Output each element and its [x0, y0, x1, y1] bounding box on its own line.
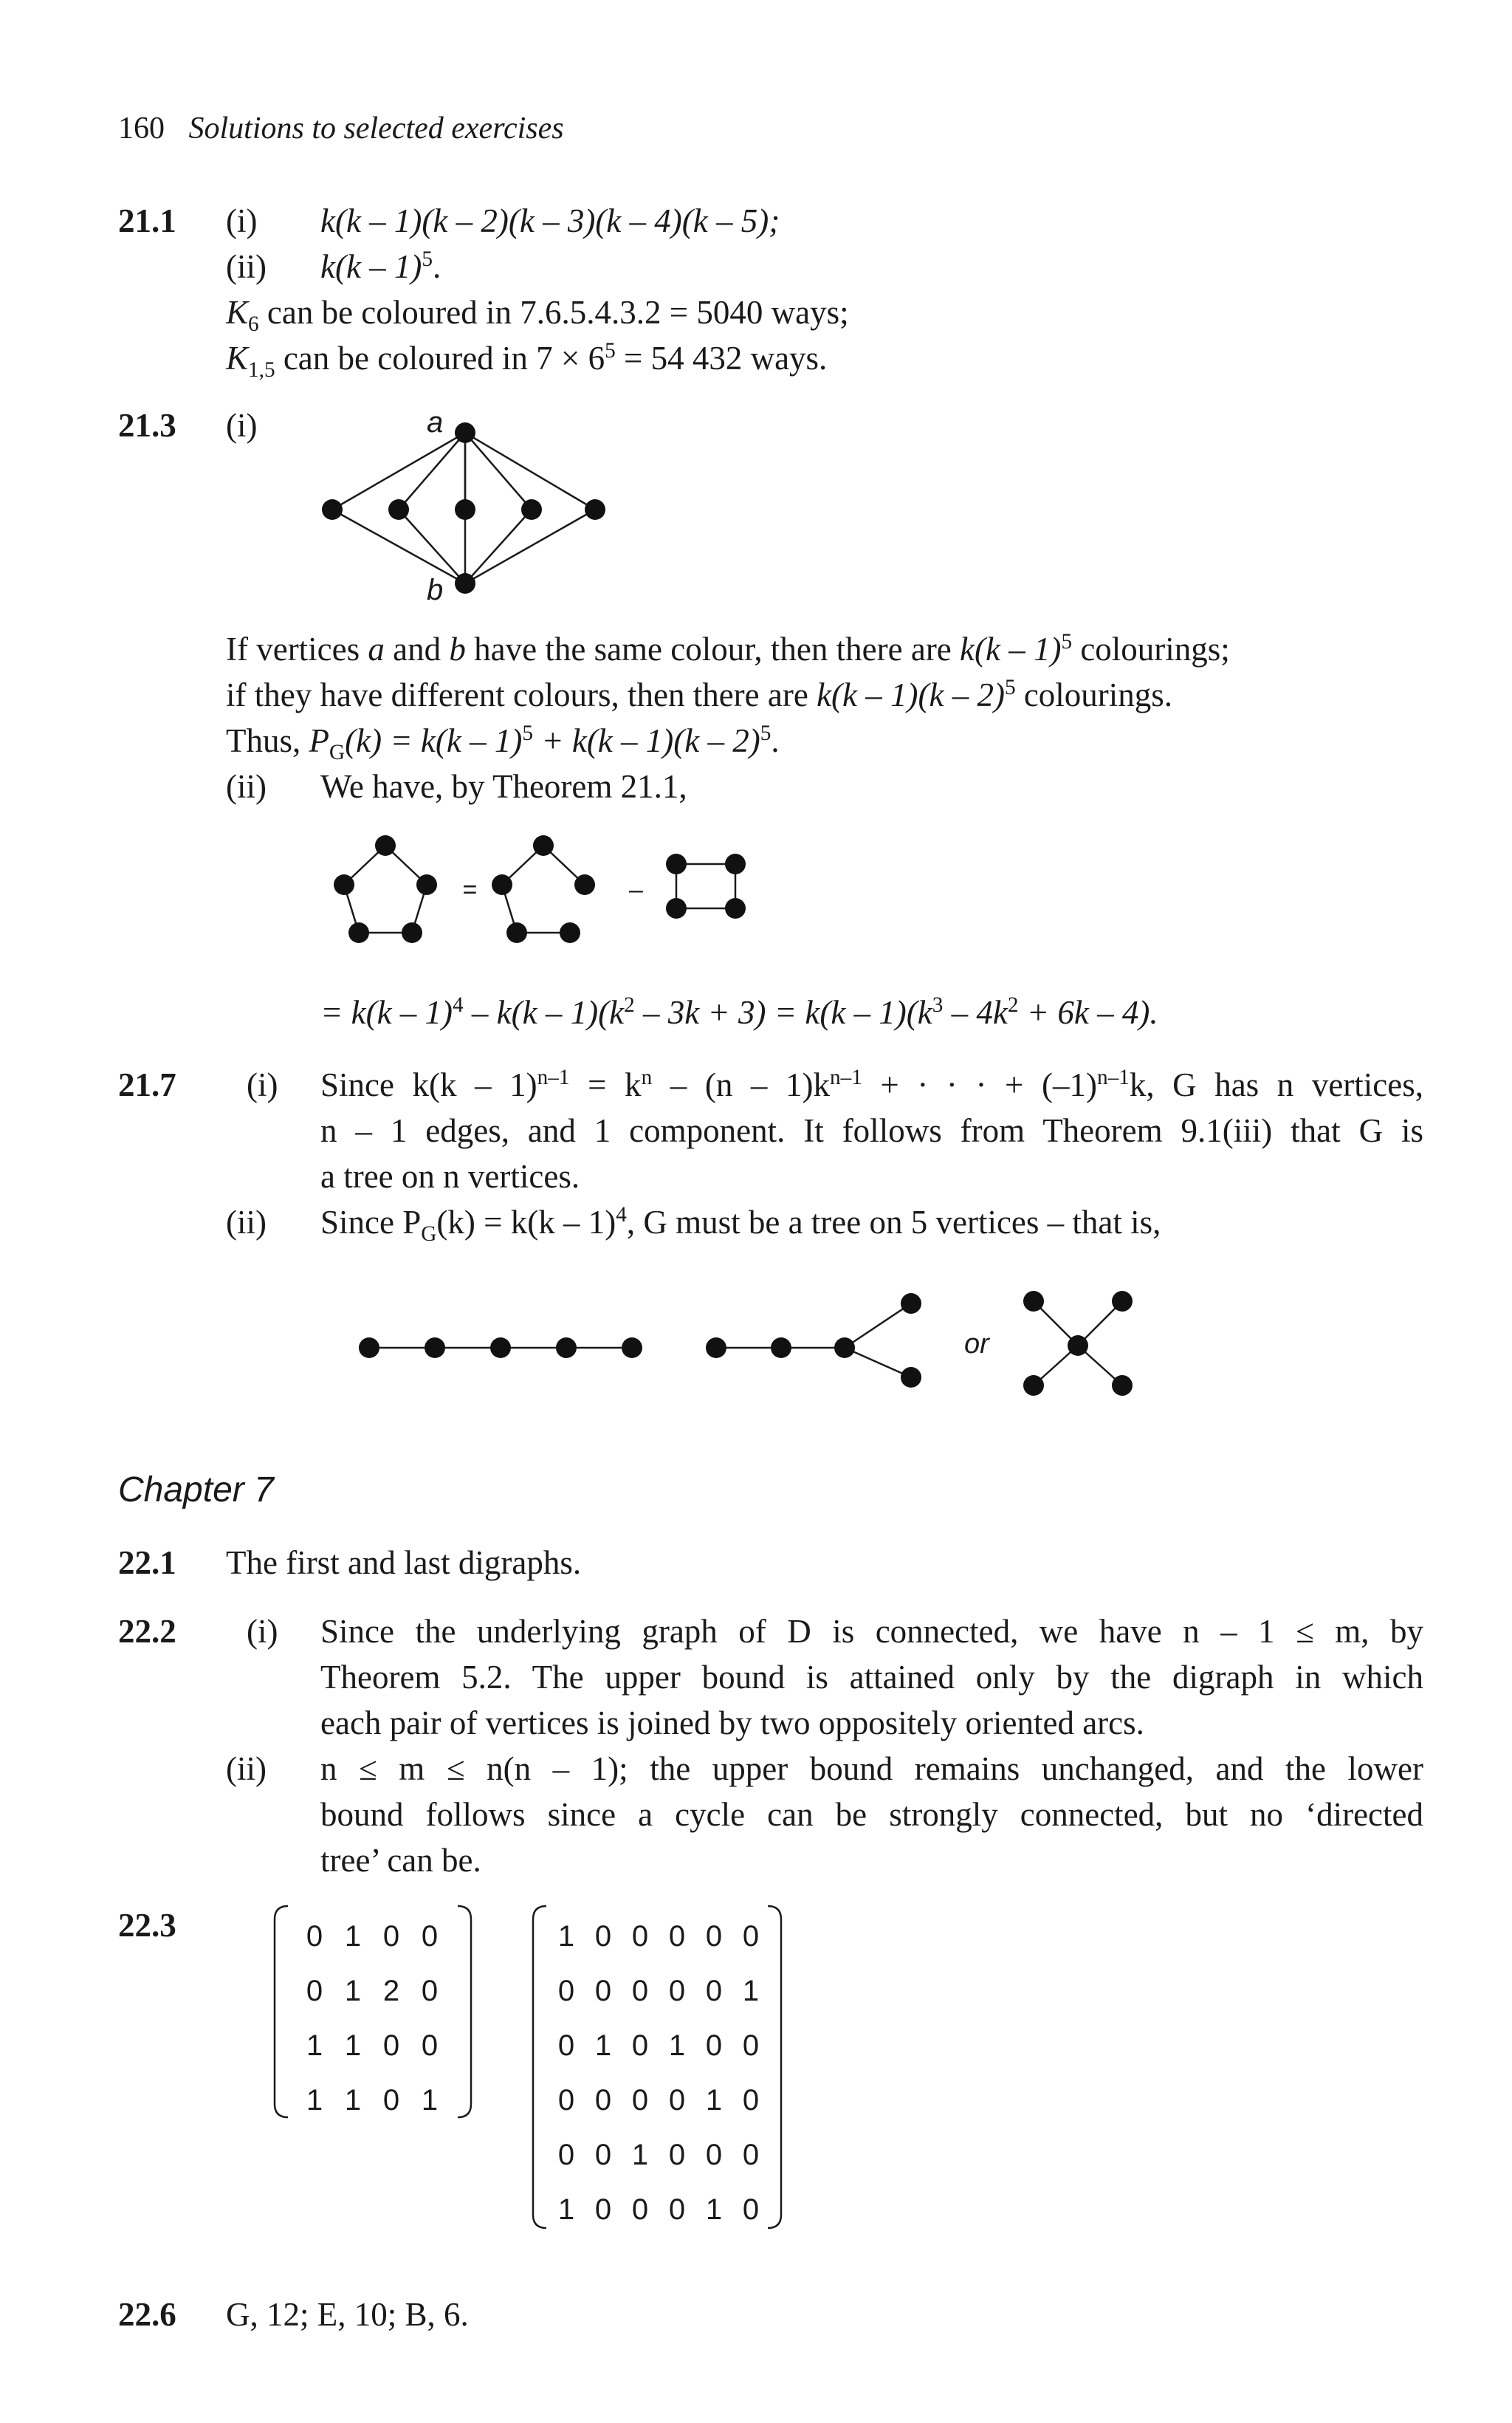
matrix-cell: 1 — [344, 1975, 362, 2007]
matrix-2 — [548, 1909, 769, 2237]
matrix-cell: 0 — [382, 1920, 400, 1953]
matrix-cell: 0 — [594, 2193, 612, 2226]
matrix-cell: 0 — [631, 2193, 649, 2226]
answer-text: $K_6$ can be coloured in 7.6.5.4.3.2 = 5040 ways; — [226, 294, 849, 336]
matrix-row — [548, 2073, 769, 2128]
answer-text: k(k – 1)$^5$. — [320, 247, 441, 285]
matrix-cell: 1 — [344, 1920, 362, 1953]
part-label: (i) — [226, 202, 258, 239]
answer-text: Since $k(k - 1)^{n-1} = k^n - (n - 1)k^{n-1}$ + · · · + $(-1)^{n-1}k$, G has n vertices, — [320, 1066, 1423, 1103]
part-label: (ii) — [226, 1204, 267, 1241]
matrix-cell: 1 — [306, 2029, 323, 2062]
matrix-cell: 0 — [742, 1920, 760, 1953]
matrix-row — [548, 1909, 769, 1964]
answer-text: Since $P_G(k) = k(k - 1)^4$, G must be a tree on 5 vertices – that is, — [320, 1203, 1161, 1246]
answer-text: $K_{1,5}$ can be coloured in $7 \times 6^5 = 54$ 432 ways. — [226, 339, 828, 382]
matrix-cell: 0 — [668, 2084, 686, 2117]
matrix-cell: 0 — [631, 2084, 649, 2117]
matrix-cell: 0 — [631, 1975, 649, 2007]
part-label: (i) — [247, 1066, 278, 1103]
matrix-row — [548, 2128, 769, 2182]
matrix-cell: 0 — [557, 2029, 575, 2062]
matrix-cell: 0 — [557, 2084, 575, 2117]
matrix-cell: 1 — [594, 2029, 612, 2062]
answer-text: tree’ can be. — [320, 1842, 481, 1879]
matrix-1 — [295, 1909, 449, 2128]
matrix-cell: 0 — [306, 1975, 323, 2007]
matrix-cell: 0 — [668, 2139, 686, 2171]
exercise-number: 21.1 — [118, 202, 176, 239]
matrix-cell: 0 — [594, 2084, 612, 2117]
matrix-cell: 0 — [421, 2029, 439, 2062]
matrix-cell: 0 — [742, 2139, 760, 2171]
matrix-cell: 0 — [594, 1920, 612, 1953]
answer-text: = $k(k - 1)^4 - k(k - 1)(k^2 - 3k + 3) = k(k - 1)(k^3 - 4k^2 + 6k - 4)$. — [320, 993, 1158, 1031]
answer-text: n ≤ m ≤ n(n – 1); the upper bound remains unchanged, and the lower — [320, 1750, 1423, 1787]
matrix-cell: 0 — [705, 2139, 723, 2171]
matrix-cell: 0 — [421, 1920, 439, 1953]
exercise-number: 22.6 — [118, 2296, 176, 2333]
answer-text: n – 1 edges, and 1 component. It follows from Theorem 9.1(iii) that G is — [320, 1112, 1423, 1149]
answer-text: Thus, $P_G(k) = k(k - 1)^5 + k(k - 1)(k - 2)^5$. — [226, 722, 780, 764]
matrix-cell: 1 — [306, 2084, 323, 2117]
matrix-cell: 0 — [668, 1920, 686, 1953]
answer-text: a tree on n vertices. — [320, 1158, 580, 1195]
matrix-cell: 0 — [382, 2029, 400, 2062]
matrix-cell: 0 — [742, 2193, 760, 2226]
running-title: Solutions to selected exercises — [188, 112, 564, 145]
matrix-cell: 0 — [668, 1975, 686, 2007]
matrix-cell: 1 — [557, 2193, 575, 2226]
matrix-cell: 0 — [594, 2139, 612, 2171]
matrix-cell: 0 — [705, 1920, 723, 1953]
matrix-cell: 1 — [344, 2029, 362, 2062]
answer-text: If vertices a and b have the same colour, then there are k(k – 1)$^5$ colourings; — [226, 630, 1230, 668]
vertex-label-b: b — [427, 574, 444, 606]
matrix-cell: 0 — [557, 2139, 575, 2171]
matrix-cell: 0 — [594, 1975, 612, 2007]
vertex-label-a: a — [427, 406, 444, 439]
matrix-cell: 0 — [705, 2029, 723, 2062]
part-label: (i) — [226, 407, 258, 444]
part-label: (i) — [247, 1613, 278, 1650]
exercise-number: 22.3 — [118, 1907, 176, 1944]
matrix-cell: 1 — [421, 2084, 439, 2117]
matrix-cell: 1 — [344, 2084, 362, 2117]
matrix-cell: 0 — [382, 2084, 400, 2117]
part-label: (ii) — [226, 1750, 267, 1787]
matrix-cell: 1 — [705, 2193, 723, 2226]
matrix-cell: 1 — [705, 2084, 723, 2117]
answer-text: k(k – 1)(k – 2)(k – 3)(k – 4)(k – 5); — [320, 202, 780, 239]
matrix-cell: 1 — [742, 1975, 760, 2007]
answer-text: each pair of vertices is joined by two oppositely oriented arcs. — [320, 1704, 1144, 1741]
matrix-cell: 0 — [421, 1975, 439, 2007]
part-label: (ii) — [226, 248, 267, 285]
exercise-number: 21.7 — [118, 1066, 176, 1103]
exercise-number: 22.1 — [118, 1544, 176, 1581]
matrix-cell: 0 — [557, 1975, 575, 2007]
matrix-cell: 0 — [631, 2029, 649, 2062]
graph-diagram-21-3 — [295, 399, 635, 613]
matrix-cell: 0 — [631, 1920, 649, 1953]
matrix-row — [295, 1964, 449, 2018]
matrix-cell: 1 — [631, 2139, 649, 2171]
matrix-cell: 1 — [668, 2029, 686, 2062]
answer-text: The first and last digraphs. — [226, 1544, 582, 1581]
matrix-cell: 0 — [742, 2029, 760, 2062]
answer-text: Theorem 5.2. The upper bound is attained only by the digraph in which — [320, 1659, 1423, 1696]
matrix-cell: 0 — [668, 2193, 686, 2226]
matrix-row — [295, 2018, 449, 2073]
matrix-cell: 0 — [306, 1920, 323, 1953]
part-label: (ii) — [226, 768, 267, 805]
matrix-cell: 1 — [557, 1920, 575, 1953]
matrix-cell: 2 — [382, 1975, 400, 2007]
answer-text: G, 12; E, 10; B, 6. — [226, 2296, 469, 2333]
matrix-cell: 0 — [705, 1975, 723, 2007]
answer-text: if they have different colours, then there are k(k – 1)(k – 2)$^5$ colourings. — [226, 676, 1173, 713]
minus-sign: – — [629, 876, 643, 904]
answer-text: We have, by Theorem 21.1, — [320, 768, 687, 805]
trees-on-5-vertices-diagram — [347, 1285, 1152, 1403]
answer-text: bound follows since a cycle can be strongly connected, but no ‘directed — [320, 1796, 1423, 1833]
or-label: or — [964, 1329, 989, 1360]
exercise-number: 21.3 — [118, 407, 176, 444]
page-number: 160 — [118, 112, 165, 145]
page-header — [118, 111, 564, 146]
answer-text: Since the underlying graph of D is connected, we have n – 1 ≤ m, by — [320, 1613, 1423, 1650]
exercise-number: 22.2 — [118, 1613, 176, 1650]
matrix-row — [548, 2018, 769, 2073]
equals-sign: = — [462, 876, 477, 904]
matrix-row — [295, 2073, 449, 2128]
matrix-row — [548, 2182, 769, 2237]
matrix-cell: 0 — [742, 2084, 760, 2117]
chapter-heading: Chapter 7 — [118, 1470, 274, 1509]
matrix-row — [295, 1909, 449, 1964]
matrix-row — [548, 1964, 769, 2018]
deletion-contraction-diagram — [325, 827, 783, 960]
